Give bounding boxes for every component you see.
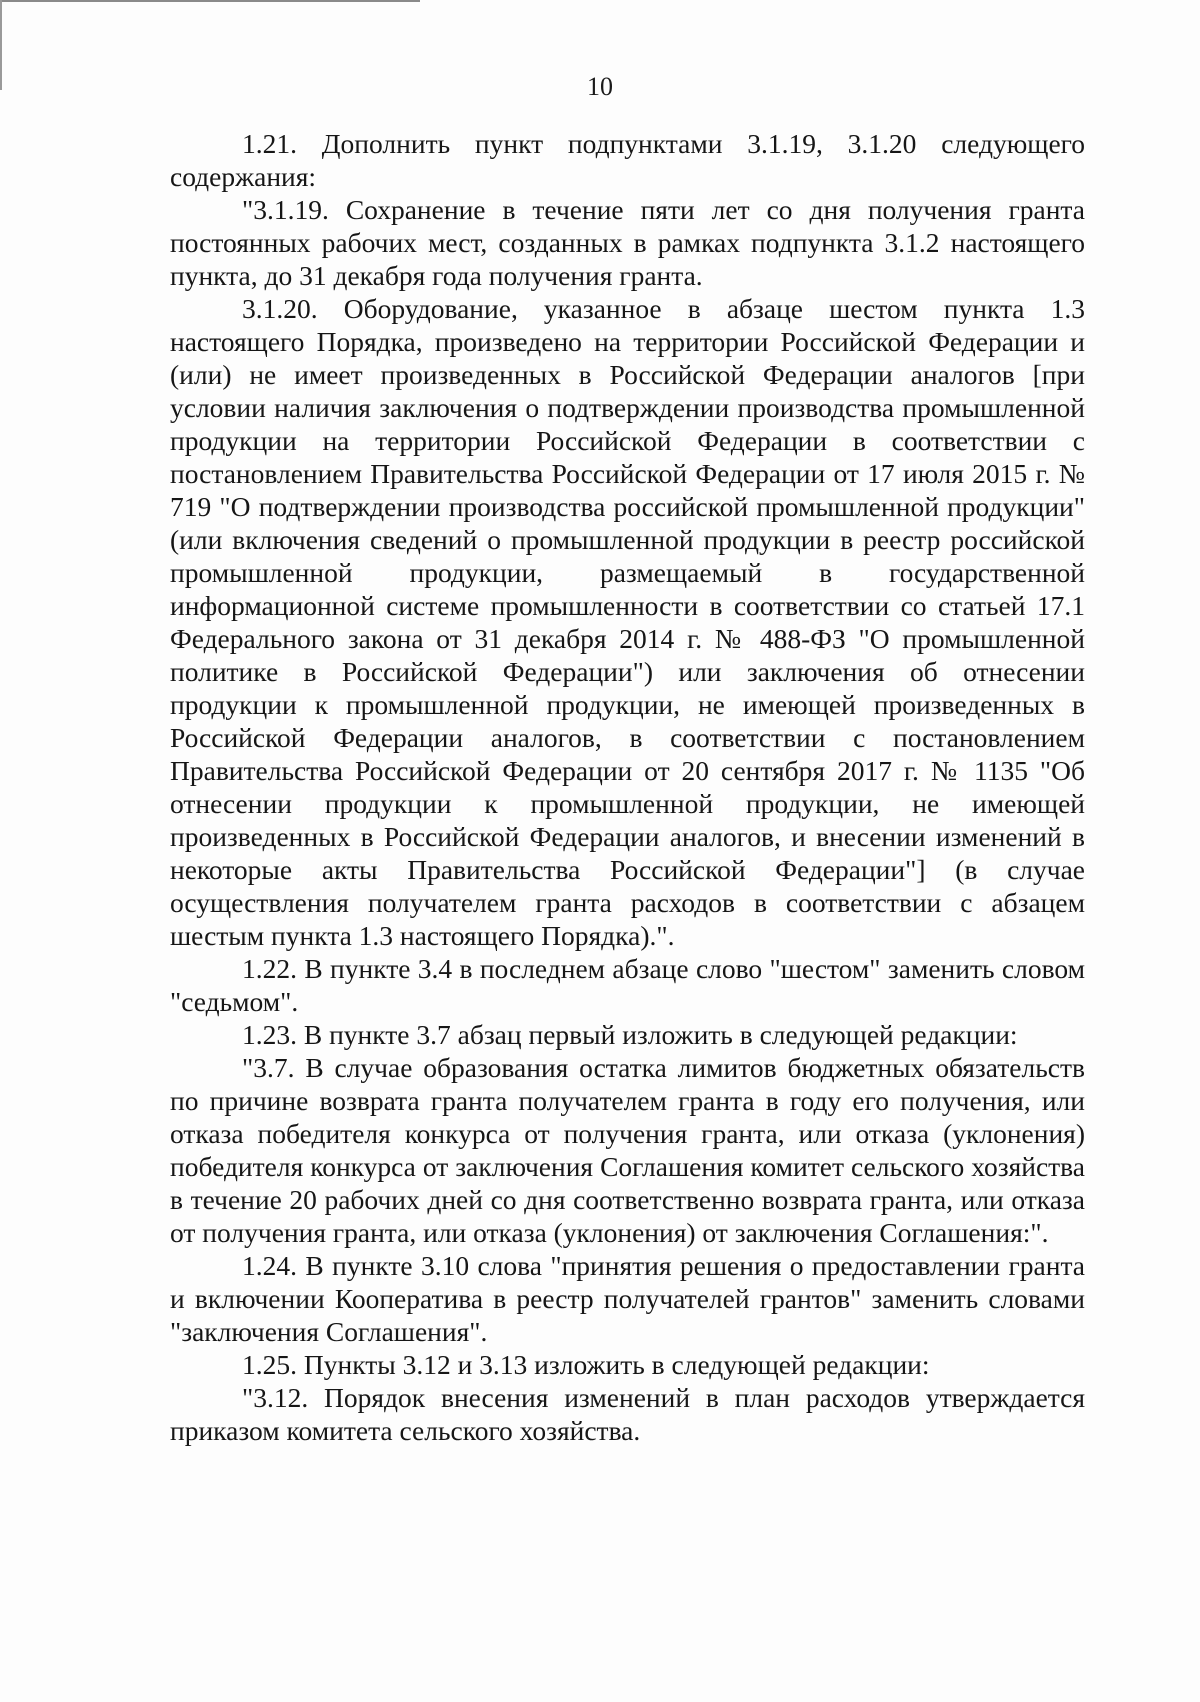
paragraph-3-12: "3.12. Порядок внесения изменений в план расходов утверждается приказом комитета сельского хозяйства.	[170, 1382, 1085, 1446]
paragraph-1-25: 1.25. Пункты 3.12 и 3.13 изложить в следующей редакции:	[242, 1349, 930, 1380]
paragraph-3-1-19: "3.1.19. Сохранение в течение пяти лет со дня получения гранта постоянных рабочих мест, созданных в рамках подпункта 3.1.2 настоящего пункта, до 31 декабря года получения гранта.	[170, 194, 1085, 291]
paragraph-3-1-20: 3.1.20. Оборудование, указанное в абзаце шестом пункта 1.3 настоящего Порядка, произведено на территории Российской Федерации и (или) не имеет произведенных в Российской Федерации аналогов [при условии наличия заключения о подтверждении производства промышленной продукции на территории Российской Федерации в соответствии с постановлением Правительства Российской Федерации от 17 июля 2015 г. № 719 "О подтверждении производства российской промышленной продукции" (или включения сведений о промышленной продукции в реестр российской промышленной продукции, размещаемый в государственной информационной системе промышленности в соответствии со статьей 17.1 Федерального закона от 31 декабря 2014 г. № 488-ФЗ "О промышленной политике в Российской Федерации") или заключения об отнесении продукции к промышленной продукции, не имеющей произведенных в Российской Федерации аналогов, в соответствии с постановлением Правительства Российской Федерации от 20 сентября 2017 г. № 1135 "Об отнесении продукции к промышленной продукции, не имеющей произведенных в Российской Федерации аналогов, и внесении изменений в некоторые акты Правительства Российской Федерации"] (в случае осуществления получателем гранта расходов в соответствии с абзацем шестым пункта 1.3 настоящего Порядка).".	[170, 293, 1085, 951]
document-body	[170, 127, 1085, 1447]
paragraph-1-24: 1.24. В пункте 3.10 слова "принятия решения о предоставлении гранта и включении Кооператива в реестр получателей грантов" заменить словами "заключения Соглашения".	[170, 1250, 1085, 1347]
page-number: 10	[587, 72, 613, 101]
paragraph-1-22: 1.22. В пункте 3.4 в последнем абзаце слово "шестом" заменить словом "седьмом".	[170, 953, 1085, 1017]
scan-edge-top	[0, 0, 420, 2]
paragraph-3-7: "3.7. В случае образования остатка лимитов бюджетных обязательств по причине возврата гранта получателем гранта в году его получения, или отказа победителя конкурса от получения гранта, или отказа (уклонения) победителя конкурса от заключения Соглашения комитет сельского хозяйства в течение 20 рабочих дней со дня соответственно возврата гранта, или отказа от получения гранта, или отказа (уклонения) от заключения Соглашения:".	[170, 1052, 1085, 1248]
paragraph-1-23: 1.23. В пункте 3.7 абзац первый изложить в следующей редакции:	[242, 1019, 1018, 1050]
paragraph-1-21: 1.21. Дополнить пункт подпунктами 3.1.19, 3.1.20 следующего содержания:	[170, 128, 1085, 192]
